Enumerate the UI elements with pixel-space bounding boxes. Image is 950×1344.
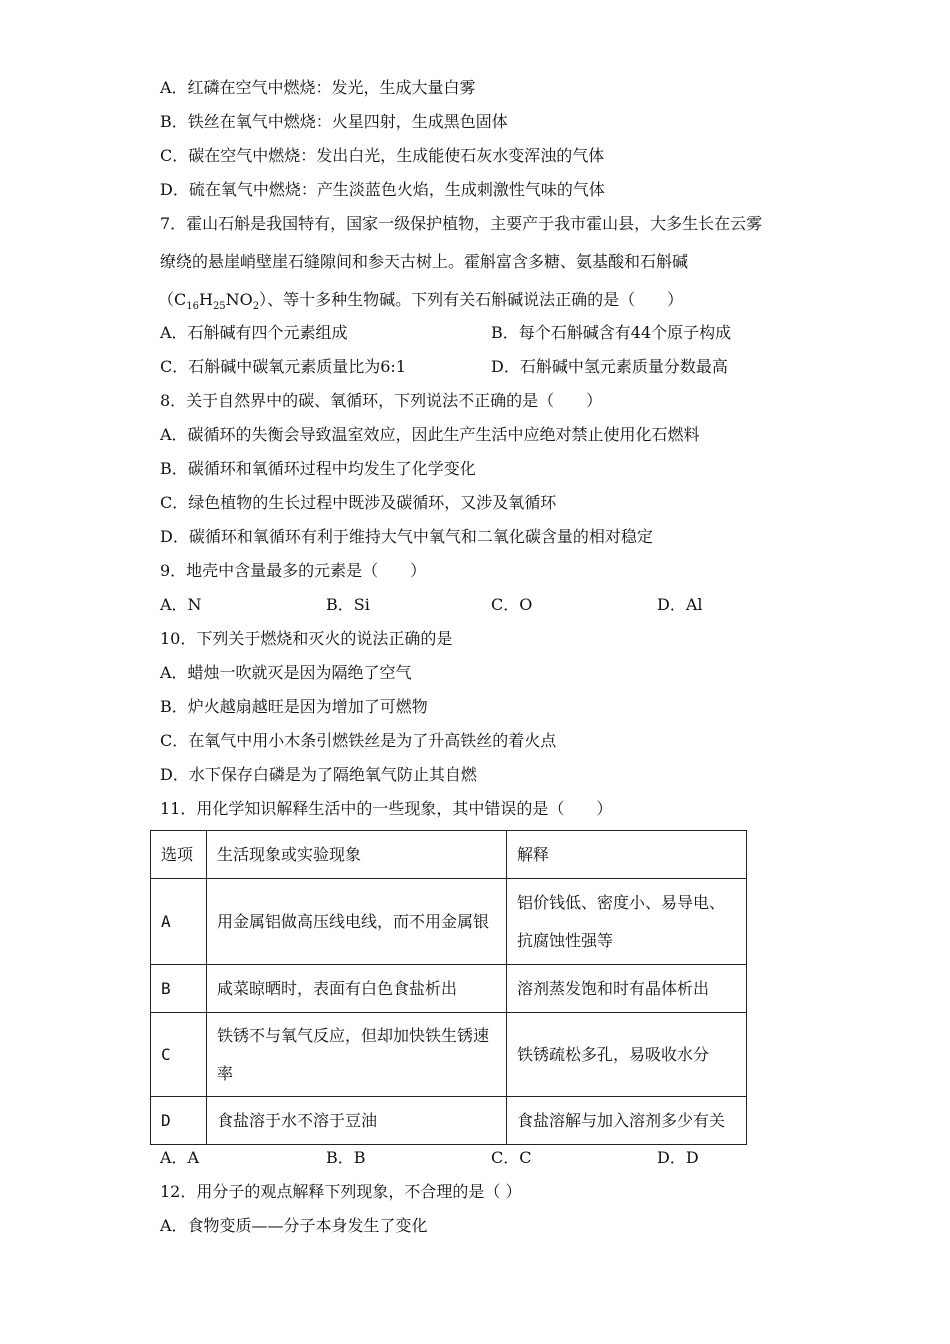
- q7-formula-h: H: [198, 290, 213, 309]
- q8-option-b: B．碳循环和氧循环过程中均发生了化学变化: [160, 459, 476, 478]
- q7-option-b: B．每个石斛碱含有44个原子构成: [491, 323, 732, 342]
- q11-stem: 11．用化学知识解释生活中的一些现象，其中错误的是（ ）: [160, 799, 613, 818]
- q6-option-a: A．红磷在空气中燃烧：发光，生成大量白雾: [160, 78, 476, 97]
- table-cell-option: C: [151, 1013, 207, 1097]
- q6-option-b: B．铁丝在氧气中燃烧：火星四射，生成黑色固体: [160, 112, 508, 131]
- q10-option-a: A．蜡烛一吹就灭是因为隔绝了空气: [160, 663, 412, 682]
- q9-option-d: D．Al: [657, 595, 703, 614]
- table-header-option: 选项: [151, 831, 207, 879]
- table-header-row: [151, 831, 747, 879]
- table-cell-option: D: [151, 1097, 207, 1145]
- q12-stem: 12．用分子的观点解释下列现象，不合理的是（ ）: [160, 1182, 522, 1201]
- q6-option-c: C．碳在空气中燃烧：发出白光，生成能使石灰水变浑浊的气体: [160, 146, 605, 165]
- table-cell-explanation: 溶剂蒸发饱和时有晶体析出: [507, 965, 747, 1013]
- q9-option-b: B．Si: [326, 595, 370, 614]
- q9-option-a: A．N: [160, 595, 202, 614]
- table-cell-phenomenon: 用金属铝做高压线电线，而不用金属银: [207, 879, 507, 965]
- q7-formula-c-count: 16: [186, 301, 199, 313]
- table-cell-phenomenon: 食盐溶于水不溶于豆油: [207, 1097, 507, 1145]
- q10-option-d: D．水下保存白磷是为了隔绝氧气防止其自燃: [160, 765, 477, 784]
- table-row: [151, 965, 747, 1013]
- q7-option-a: A．石斛碱有四个元素组成: [160, 323, 348, 342]
- q7-stem-line2: 缭绕的悬崖峭壁崖石缝隙间和参天古树上。霍斛富含多糖、氨基酸和石斛碱: [160, 252, 689, 271]
- q7-formula-h-count: 25: [212, 301, 226, 313]
- q11-option-c: C．C: [491, 1148, 532, 1167]
- table-cell-option: A: [151, 879, 207, 965]
- q8-option-a: A．碳循环的失衡会导致温室效应，因此生产生活中应绝对禁止使用化石燃料: [160, 425, 700, 444]
- q11-option-a: A．A: [160, 1148, 200, 1167]
- q11-table: [150, 830, 747, 1145]
- q7-formula-prefix: （C: [158, 290, 187, 309]
- q8-option-c: C．绿色植物的生长过程中既涉及碳循环，又涉及氧循环: [160, 493, 557, 512]
- q7-formula-o-count: 2: [252, 301, 260, 313]
- q8-option-d: D．碳循环和氧循环有利于维持大气中氧气和二氧化碳含量的相对稳定: [160, 527, 653, 546]
- table-cell-option: B: [151, 965, 207, 1013]
- q12-option-a: A．食物变质——分子本身发生了变化: [160, 1216, 428, 1235]
- q10-stem: 10．下列关于燃烧和灭火的说法正确的是: [160, 629, 453, 648]
- table-row: [151, 1013, 747, 1097]
- q7-stem-suffix: ）、等十多种生物碱。下列有关石斛碱说法正确的是（ ）: [259, 290, 684, 309]
- q9-option-c: C．O: [491, 595, 533, 614]
- q11-option-d: D．D: [657, 1148, 699, 1167]
- table-header-phenomenon: 生活现象或实验现象: [207, 831, 507, 879]
- q9-stem: 9．地壳中含量最多的元素是（ ）: [160, 561, 427, 580]
- q11-option-b: B．B: [326, 1148, 366, 1167]
- q7-stem-line1: 7．霍山石斛是我国特有，国家一级保护植物，主要产于我市霍山县，大多生长在云雾: [160, 214, 763, 233]
- table-cell-explanation: 铁锈疏松多孔，易吸收水分: [507, 1013, 747, 1097]
- q10-option-b: B．炉火越扇越旺是因为增加了可燃物: [160, 697, 428, 716]
- table-cell-explanation: 铝价钱低、密度小、易导电、抗腐蚀性强等: [507, 879, 747, 965]
- table-row: [151, 1097, 747, 1145]
- q10-option-c: C．在氧气中用小木条引燃铁丝是为了升高铁丝的着火点: [160, 731, 557, 750]
- table-cell-phenomenon: 铁锈不与氧气反应，但却加快铁生锈速率: [207, 1013, 507, 1097]
- q8-stem: 8．关于自然界中的碳、氧循环，下列说法不正确的是（ ）: [160, 391, 603, 410]
- table-cell-explanation: 食盐溶解与加入溶剂多少有关: [507, 1097, 747, 1145]
- q7-formula-no: NO: [225, 290, 253, 309]
- q7-option-d: D．石斛碱中氢元素质量分数最高: [491, 357, 728, 376]
- table-header-explanation: 解释: [507, 831, 747, 879]
- table-cell-phenomenon: 咸菜晾晒时，表面有白色食盐析出: [207, 965, 507, 1013]
- q6-option-d: D．硫在氧气中燃烧：产生淡蓝色火焰，生成刺激性气味的气体: [160, 180, 605, 199]
- q7-option-c: C．石斛碱中碳氧元素质量比为6:1: [160, 357, 406, 376]
- table-row: [151, 879, 747, 965]
- q7-stem-line3: [158, 288, 683, 312]
